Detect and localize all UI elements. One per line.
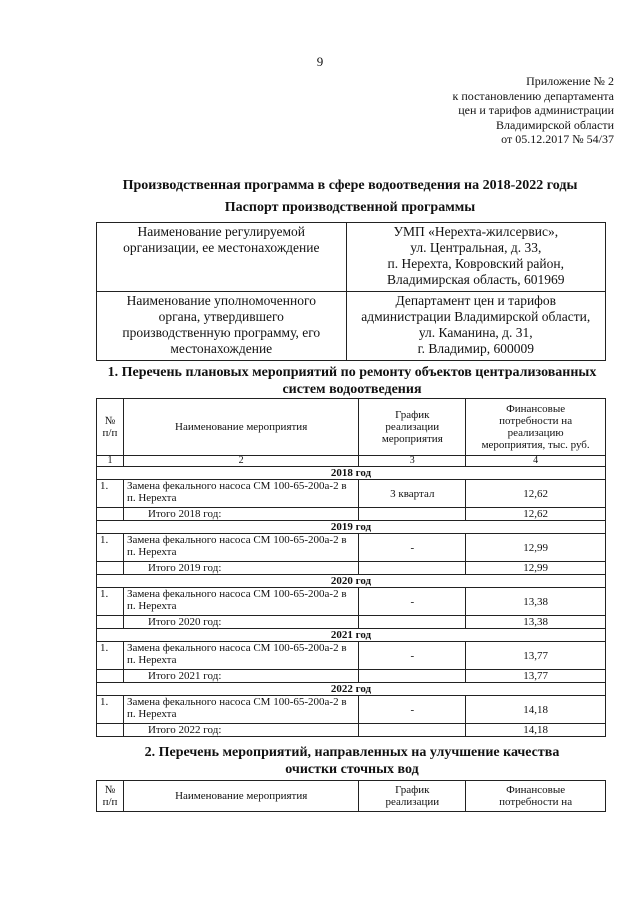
total-row: Итого 2022 год: 14,18 [97,724,606,737]
table-row: 1. Замена фекального насоса СМ 100-65-200а-2 в п. Нерехта - 13,38 [97,588,606,616]
page-number: 9 [316,54,324,69]
total-row: Итого 2021 год: 13,77 [97,670,606,683]
table-row: 1. Замена фекального насоса СМ 100-65-200а-2 в п. Нерехта - 13,77 [97,642,606,670]
year-row: 2021 год [97,629,606,642]
total-row: Итого 2019 год: 12,99 [97,562,606,575]
header-schedule: График реализации [359,781,466,812]
table-header-row [97,399,606,456]
column-number-row: 1 2 3 4 [97,456,606,467]
appendix-block [404,74,614,147]
section1-title: 1. Перечень плановых мероприятий по ремонту объектов централизованных систем водоотведения [107,365,597,397]
section2-title: 2. Перечень мероприятий, направленных на улучшение качества очистки сточных вод [144,745,560,777]
table-row: 1. Замена фекального насоса СМ 100-65-200а-2 в п. Нерехта 3 квартал 12,62 [97,480,606,508]
header-num: № п/п [97,399,124,456]
year-row: 2022 год [97,683,606,696]
appendix-line: от 05.12.2017 № 54/37 [501,132,614,146]
header-finance: Финансовые потребности на [466,781,606,812]
appendix-line: Владимирской области [496,117,614,132]
year-row: 2018 год [97,467,606,480]
passport-title: Паспорт производственной программы [224,200,476,215]
header-finance: Финансовые потребности на реализацию мероприятия, тыс. руб. [466,399,606,456]
header-name: Наименование мероприятия [123,399,358,456]
passport-row [97,292,606,361]
passport-value-cell: УМП «Нерехта-жилсервис», ул. Центральная, д. 33, п. Нерехта, Ковровский район, Владимирская область, 601969 [346,223,605,292]
appendix-line: Приложение № 2 [526,74,614,88]
passport-label-cell: Наименование уполномоченного органа, утвердившего производственную программу, его местонахождение [97,292,347,361]
table-row: 1. Замена фекального насоса СМ 100-65-200а-2 в п. Нерехта - 14,18 [97,696,606,724]
year-row: 2020 год [97,575,606,588]
total-row: Итого 2018 год: 12,62 [97,508,606,521]
passport-value-cell: Департамент цен и тарифов администрации Владимирской области, ул. Каманина, д. 31, г. Владимир, 600009 [346,292,605,361]
document-title: Производственная программа в сфере водоотведения на 2018-2022 годы [122,178,578,193]
header-name: Наименование мероприятия [123,781,358,812]
measures-table [96,398,606,737]
year-row: 2019 год [97,521,606,534]
table-row: 1. Замена фекального насоса СМ 100-65-200а-2 в п. Нерехта - 12,99 [97,534,606,562]
table-header-row [97,781,606,812]
appendix-line: к постановлению департамента [452,88,614,103]
header-schedule: График реализации мероприятия [359,399,466,456]
passport-label-cell: Наименование регулируемой организации, ее местонахождение [97,223,347,292]
appendix-line: цен и тарифов администрации [458,103,614,117]
header-num: № п/п [97,781,124,812]
passport-row [97,223,606,292]
quality-measures-table [96,780,606,812]
total-row: Итого 2020 год: 13,38 [97,616,606,629]
passport-table [96,222,606,361]
